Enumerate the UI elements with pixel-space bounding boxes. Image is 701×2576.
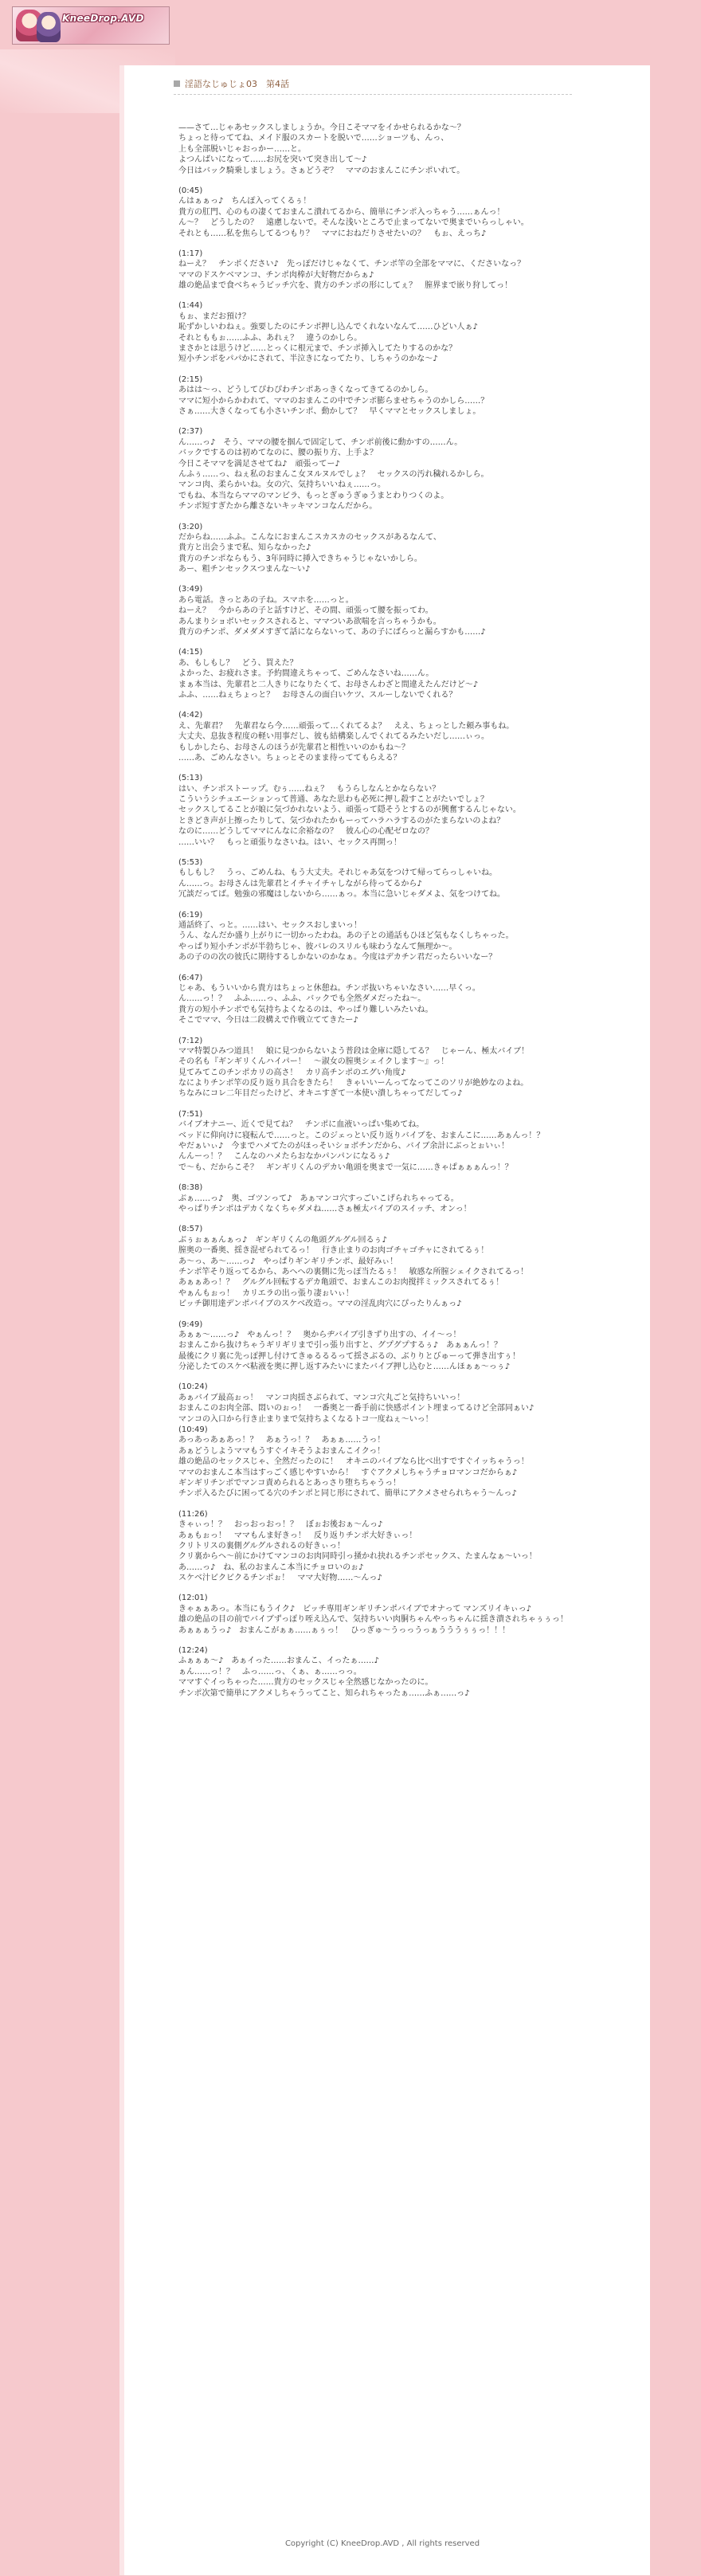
story-line: 雄の絶品のセックスじゃ、全然だったのに！ オキニのバイブなら比べ出すですぐイッちゃうっ！ — [178, 1457, 529, 1467]
story-line: (5:53) — [178, 858, 203, 868]
story-line: (1:44) — [178, 301, 203, 311]
story-line: ……いい？ もっと頑張りなさいね。はい、セックス再開っ！ — [178, 837, 401, 847]
story-line: はい、チンポストーップ。むぅ……ねぇ？ もうらしなんとかならない？ — [178, 784, 441, 794]
story-line: ……あ、ごめんなさい。ちょっとそのまま待っててもらえる？ — [178, 753, 401, 763]
story-line: ねーえ？ チンポください♪ 先っぽだけじゃなくて、チンポ竿の全部をママに、くださいなっ？ — [178, 260, 526, 269]
story-line: あぁどうしようママもうすぐイキそうよおまんこイクっ！ — [178, 1446, 386, 1456]
story-paragraph — [178, 973, 593, 1026]
story-line: 短小チンポをパパかにされて、半泣きになってたり、しちゃうのかな～♪ — [178, 355, 438, 364]
story-line: 分泌したてのスケベ粘液を奥に押し返すみたいにまたバイブ押し込むと……んほぁぁ～っぅ♪ — [178, 1362, 511, 1372]
story-line: もしかしたら、お母さんのほうが先輩君と相性いいのかもね～？ — [178, 743, 409, 752]
story-line: あぁバイブ最高ぉっ！ マンコ肉揺さぶられて、マンコ穴丸ごと気持ちいいっ！ — [178, 1393, 465, 1402]
story-line: そこでママ、今日は二段構えで作戦立ててきたー♪ — [178, 1016, 358, 1025]
story-paragraph — [178, 910, 593, 963]
story-line: やっぱり短小チンポが半勃ちじゃ、彼バレのスリルも味わうなんて無理か～。 — [178, 942, 457, 951]
story-paragraph — [178, 1109, 593, 1173]
story-line: んんーっ！？ こんなのハメたらおなかパンパンになるぅ♪ — [178, 1152, 390, 1162]
story-line: ぶぁ……っ♪ 奥、ゴツンって♪ あぁマンコ穴すっごいこげられちゃってる。 — [178, 1194, 459, 1203]
story-line: それとも……私を焦らしてるつもり？ ママにおねだりさせたいの？ もぉ、えっち♪ — [178, 229, 487, 238]
site-logo[interactable] — [12, 6, 170, 45]
story-line: なによりチンポ竿の反り返り具合をきたら！ きゃいいーんってなってこのソリが絶妙なのよね。 — [178, 1079, 529, 1088]
story-line: チンポ竿そり返ってるから、あへへの裏側に先っぽ当たるぅ！ 敏感な所膣シェイクされてるっ！ — [178, 1267, 529, 1276]
story-line: (11:26) — [178, 1509, 208, 1519]
story-line: まぁ本当は、先輩君と二人きりになりたくて、お母さんわざと間違えたんだけど～♪ — [178, 680, 479, 689]
story-line: あぁぁあっ！？ グルグル回転するデカ亀頭で、おまんこのお肉撹拌ミックスされてるぅ！ — [178, 1278, 504, 1288]
story-line: ん……っ♪ そう、ママの腰を掴んで固定して、チンポ前後に動かすの……ん。 — [178, 437, 463, 447]
story-line: 雄の絶品まで食べちゃうビッチ穴を、貴方のチンポの形にしてぇ？ 膣界まで嵌り狩してっ！ — [178, 281, 513, 291]
story-line: あぁもぉっ！ ママもんま好きっ！ 反り返りチンポ大好きぃっ！ — [178, 1531, 417, 1540]
story-line: ねーえ？ 今からあの子と話すけど、その間、頑張って腰を振ってわ。 — [178, 606, 433, 616]
title-bullet-icon — [174, 80, 180, 87]
story-line: ママのおまんこ本当はすっごく感じやすいから！ すぐアクメしちゃうチョロマンコだからぁ♪ — [178, 1468, 518, 1477]
story-line: うん、なんだか盛り上がりに一切かったわね。あの子との通話もひほど気もなくしちゃった。 — [178, 931, 514, 941]
site-header — [0, 0, 701, 49]
story-line: ぁん……っ！？ ふっ……っ、くぁ、ぁ……っっ。 — [178, 1667, 362, 1676]
story-paragraph — [178, 647, 593, 700]
story-line: ふふ、……ねぇちょっと？ お母さんの面白いケツ、スルーしないでくれる？ — [178, 690, 457, 700]
story-line: (7:51) — [178, 1109, 203, 1119]
story-line: 恥ずかしいわねぇ。強要したのにチンポ押し込んでくれないなんて……ひどい人ぁ♪ — [178, 323, 478, 332]
story-line: (12:24) — [178, 1646, 208, 1656]
story-line: (2:37) — [178, 427, 203, 437]
story-line: (2:15) — [178, 374, 203, 384]
story-line: よつんばいになって……お尻を突いて突き出して～♪ — [178, 155, 367, 165]
story-paragraph — [178, 123, 593, 176]
story-line: クリトリスの裏側グルグルされるの好きぃっ！ — [178, 1541, 345, 1551]
story-paragraph — [178, 1224, 593, 1309]
story-line: んふぅ……っ、ねぇ私のおまんこ女ヌルヌルでしょ？ セックスの汚れ穢れるかしら。 — [178, 469, 489, 479]
story-line: (0:45) — [178, 186, 203, 195]
story-paragraph — [178, 773, 593, 848]
story-line: 上も全部脱いじゃおっかー……と。 — [178, 144, 306, 154]
story-line: さぁ……大きくなっても小さいチンポ、動かして？ 早くママとセックスしましょ。 — [178, 406, 481, 416]
story-line: ときどき声が上擦ったりして、気づかれたかもーってハラハラするのがたまらないのよね？ — [178, 816, 505, 825]
story-paragraph — [178, 1509, 593, 1584]
story-line: 通話終了、っと。……はい、セックスおしまいっ！ — [178, 921, 362, 930]
story-line: ママに短小からかわれて、ママのおまんこの中でチンポ膨らませちゃうのかしら……？ — [178, 396, 489, 406]
story-line: ビッチ御用達デンポバイブのスケベ改造っ。ママの淫乱肉穴にぴったりんぁっ♪ — [178, 1300, 462, 1309]
story-line: 最後にクリ裏に先っぽ押し付けてきゅるるるって揺さぶるの、ぶりりとびゅーって弾き出すぅ！ — [178, 1351, 520, 1361]
story-line: (10:24) — [178, 1382, 208, 1392]
story-line: 膣奥の一番奥、揺き混ぜられてるっ！ 行き止まりのお肉ゴチャゴチャにされてるぅ！ — [178, 1246, 489, 1256]
story-paragraph — [178, 249, 593, 292]
story-line: (6:19) — [178, 910, 203, 919]
story-line: あ……っ♪ ね、私のおまんこ本当にチョロいのぉ♪ — [178, 1562, 364, 1572]
story-line: バックでするのは初めてなのに、腰の振り方、上手よ？ — [178, 449, 378, 458]
page-title: 淫語なじゅじょ03 第4話 — [185, 79, 289, 89]
story-line: よかった、お疲れさま。予約間違えちゃって、ごめんなさいね……ん。 — [178, 669, 434, 679]
story-line: 大丈夫、息抜き程度の軽い用事だし、彼も結構楽しんでくれてるみたいだし……ぃっ。 — [178, 732, 489, 742]
story-line: ぶぅぉぁぁんぁっ♪ ギンギリくんの亀頭グルグル回るぅ♪ — [178, 1235, 387, 1245]
story-line: (3:49) — [178, 585, 203, 594]
story-line: 貴方と出会うまで私、知らなかった♪ — [178, 543, 311, 553]
story-line: チンポ入るたびに困ってる穴のチンポと同じ形にされて、簡単にアクメさせられちゃう～んっ♪ — [178, 1489, 517, 1499]
story-paragraph — [178, 522, 593, 575]
story-line: 今日はバック騎乗しましょう。さぁどうぞ？ ママのおまんこにチンポいれて。 — [178, 166, 465, 175]
main-content — [119, 65, 650, 2575]
story-line: あの子のの次の彼氏に期待するしかないのかなぁ。今度はデカチン君だったらいいなー？ — [178, 953, 497, 963]
story-line: ちなみにコレ二年目だったけど、オキニすぎて一本使い潰しちゃってだしてっ♪ — [178, 1089, 463, 1099]
story-line: ちょっと待っててね、メイド服のスカートを脱いで……ショーツも、んっ、 — [178, 134, 449, 143]
story-line: (8:38) — [178, 1183, 203, 1193]
story-line: (9:49) — [178, 1319, 203, 1329]
story-line: (8:57) — [178, 1225, 203, 1234]
logo-text: KneeDrop.AVD — [62, 13, 144, 24]
story-line: (5:13) — [178, 774, 203, 783]
story-line: チンポ短すぎたから離さないキッキマンコなんだから。 — [178, 502, 378, 512]
story-paragraph — [178, 186, 593, 239]
story-line: でもね、本当ならママのマンビラ、もっとぎゅうぎゅうまとわりつくのよ。 — [178, 491, 449, 500]
story-paragraph — [178, 1593, 593, 1636]
story-line: やぁんもぉっ！ カリエラの出っ張り凄ぉいぃ！ — [178, 1288, 354, 1298]
story-line: マンコ肉、柔らかいね。女の穴、気持ちいいねぇ……っ。 — [178, 480, 386, 490]
story-line: セックスしてることが娘に気づかれないよう、頑張って隠そうとするのが興奮するんじゃない。 — [178, 806, 521, 815]
story-line: その名も『ギンギリくんハイパー！ ～淑女の膣奥シェイクします～』っ！ — [178, 1057, 449, 1067]
story-line: ママのドスケベマンコ、チンポ肉棒が大好物だからぁ♪ — [178, 270, 374, 280]
story-line: おまんこから抜けちゃうギリギリまで引っ張り出すと、グプグプするぅ♪ あぁぁんっ！？ — [178, 1341, 502, 1351]
story-paragraph — [178, 584, 593, 637]
story-line: あぁぁぁうっ♪ おまんこがぁぁ……ぁぅっ！ ひっぎゅ～うっっうっぁうううぅぅっ！！！ — [178, 1625, 511, 1635]
story-line: 今日こそママを満足させてね♪ 頑張ってー♪ — [178, 459, 340, 469]
story-line: あ～っ、あ～……っ♪ やっぱりギンギリチンポ、最好みぃ！ — [178, 1257, 398, 1266]
story-line: んはぁぁっ♪ ちんぽ入ってくるぅ！ — [178, 197, 311, 206]
story-line: チンポ次第で簡単にアクメしちゃうってこと、知られちゃったぁ……ふぁ……っ♪ — [178, 1688, 470, 1698]
story-line: やっぱりチンポはデカくなくちゃダメね……さぁ極太バイブのスイッチ、オンっ！ — [178, 1204, 472, 1214]
story-line: ママすぐイっちゃった……貴方のセックスじゃ全然感じなかったのに。 — [178, 1678, 433, 1688]
story-line: で～も、だからこそ？ ギンギリくんのデカい亀頭を奥まで一気に……きゃぱぁぁぁんっ！？ — [178, 1163, 513, 1172]
story-line: きゃぃっ！？ おっおっおっ！？ ぼぉお後おぁ～んっ♪ — [178, 1520, 383, 1530]
page-title-bar — [174, 76, 572, 95]
story-line: だからね……ふふ。こんなにおまんこスカスカのセックスがあるなんて、 — [178, 532, 441, 542]
story-paragraph — [178, 1182, 593, 1214]
story-line: ん～？ どうしたの？ 遠慮しないで。そんな浅いところで止まってないで奥までいらっしゃい。 — [178, 218, 529, 228]
story-paragraph — [178, 1036, 593, 1100]
story-line: (3:20) — [178, 522, 203, 531]
story-line: もしもし？ うっ、ごめんね、もう大丈夫。それじゃあ気をつけて帰ってらっしゃいね。 — [178, 868, 497, 878]
story-line: スケベ汁ビクビクるチンポぉ！ ママ大好物……～んっ♪ — [178, 1574, 382, 1583]
story-line: あはは～っ、どうしてぴわぴわチンポあっきくなってきてるのかしら。 — [178, 386, 433, 395]
story-line: (4:42) — [178, 711, 203, 720]
story-line: バイブオナニー、近くで見てね？ チンポに血液いっぱい集めてね。 — [178, 1120, 425, 1130]
story-line: (6:47) — [178, 973, 203, 982]
story-line: 見てみてこのチンポカリの高さ！ カリ高チンポのエグい角度♪ — [178, 1068, 406, 1077]
story-paragraph — [178, 710, 593, 763]
story-line: ママ特製ひみつ道具！ 娘に見つからないよう普段は金庫に隠してる？ じゃーん、極太バイブ！ — [178, 1046, 530, 1056]
story-line: (10:49) — [178, 1425, 208, 1435]
story-line: きゃぁぁあっ。本当にもうイク♪ ビッチ専用ギンギリチンポバイブでオナって マンズリイキぃっ♪ — [178, 1604, 532, 1613]
story-line: クリ裏からヘ～前にかけてマンコのお肉同時引っ掻かれ抉れるチンポセックス、たまんなぁ～いっ！ — [178, 1552, 537, 1562]
story-text — [178, 123, 593, 1708]
story-line: ——さて…じゃあセックスしましょうか。今日こそママをイかせられるかな～？ — [178, 124, 465, 132]
story-line: あら電話。きっとあの子ね。スマホを……っと。 — [178, 595, 354, 605]
story-line: じゃあ、もういいから貴方はちょっと休憩ね。チンポ抜いちゃいなさい……早くっ。 — [178, 983, 480, 993]
story-line: 雄の絶品の目の前でバイブずっぽり咥え込んで、気持ちいい肉胴ちゃんやっちゃんに揺き潰されちゃぅぅっ！ — [178, 1615, 568, 1625]
story-line: (12:01) — [178, 1594, 208, 1603]
story-line: 貴方のチンポならもう、3年同時に挿入できちゃうじゃないかしら。 — [178, 554, 422, 563]
story-paragraph — [178, 300, 593, 364]
story-paragraph — [178, 1382, 593, 1499]
story-line: 冗談だってば。勉強の邪魔はしないから……ぁっ。本当に急いじゃダメよ、気をつけてね。 — [178, 890, 505, 900]
story-line: ベッドに仰向けに寝転んで……っと。このジェっとい反り返りバイブを、おまんこに……あぁんっ！？ — [178, 1131, 545, 1140]
story-paragraph — [178, 857, 593, 900]
story-line: え、先輩君？ 先輩君なら今……頑張って…くれてるよ？ ええ、ちょっとした頼み事もね。 — [178, 721, 515, 731]
story-line: あっあっあぁあっ！？ あぁうっ！？ あぁぁ……うっ！ — [178, 1436, 386, 1445]
story-line: あ、もしもし？ どう、買えた？ — [178, 658, 298, 668]
story-paragraph — [178, 1645, 593, 1699]
story-line: やだぁいぃ♪ 今までハメてたのがほっそいショボチンだから、バイブ余計にぶっとぉいぃ！ — [178, 1142, 510, 1151]
story-line: まさかとは思うけど……とっくに根元まで、チンポ挿入してたりするのかな？ — [178, 344, 457, 354]
story-line: それとももぉ……ふふ、あれぇ？ 違うのかしら。 — [178, 333, 362, 343]
story-paragraph — [178, 1319, 593, 1373]
story-paragraph — [178, 374, 593, 418]
story-line: あぁぁ～……っ♪ やぁんっ！？ 奥からヂバイブ引きずり出すの、イイ～っ！ — [178, 1330, 461, 1339]
story-line: ん……っ！？ ふふ……っ、ふふ、バックでも全然ダメだったね～。 — [178, 994, 426, 1004]
story-paragraph — [178, 426, 593, 512]
story-line: (7:12) — [178, 1036, 203, 1045]
story-line: なのに……どうしてママにんなに余裕なの？ 彼ん心の心配ゼロなの？ — [178, 827, 433, 837]
story-line: もぉ、まだお預け？ — [178, 312, 250, 321]
story-line: ふぁぁぁ～♪ あぁイった……おまんこ、イったぁ……♪ — [178, 1657, 379, 1666]
story-line: 貴方のチンポ、ダメダメすぎて話にならないって、あの子にばらっと漏らすかも……♪ — [178, 628, 486, 637]
story-line: (1:17) — [178, 249, 203, 258]
story-line: おまんこのお肉全部、悶いのぉっ！ 一番奥と一番手前に快感ポイント埋まってるけど全部同ぁい♪ — [178, 1404, 535, 1413]
logo-character-art-secondary — [37, 12, 61, 42]
story-line: (4:15) — [178, 648, 203, 657]
copyright-footer: Copyright (C) KneeDrop.AVD , All rights reserved — [284, 2539, 480, 2548]
story-line: 貴方の短小チンポでも気持ちよくなるのは、やっぱり難しいみたいね。 — [178, 1005, 433, 1014]
story-line: マンコの入口から行き止まりまで気持ちよくなるトコ一度ねぇ～いっ！ — [178, 1414, 433, 1424]
story-line: ん……っ。お母さんは先輩君とイチャイチャしながら待ってるから♪ — [178, 879, 422, 888]
story-line: あー、粗チンセックスつまんな～い♪ — [178, 565, 311, 574]
story-line: あんまりショボいセックスされると、ママついあ欲喘を言っちゃうかも。 — [178, 617, 441, 626]
story-line: ギンギリチンポでマンコ責められるとあっさり堕ちちゃうっ！ — [178, 1478, 401, 1488]
story-line: こういうシチュエーションって普通、あなた思わも必死に押し殺すことがたいでしょ？ — [178, 795, 488, 805]
story-line: 貴方の肛門、心のもの凄くておまんこ潰れてるから、簡単にチンポ入っちゃう……ぁんっ！ — [178, 207, 505, 217]
